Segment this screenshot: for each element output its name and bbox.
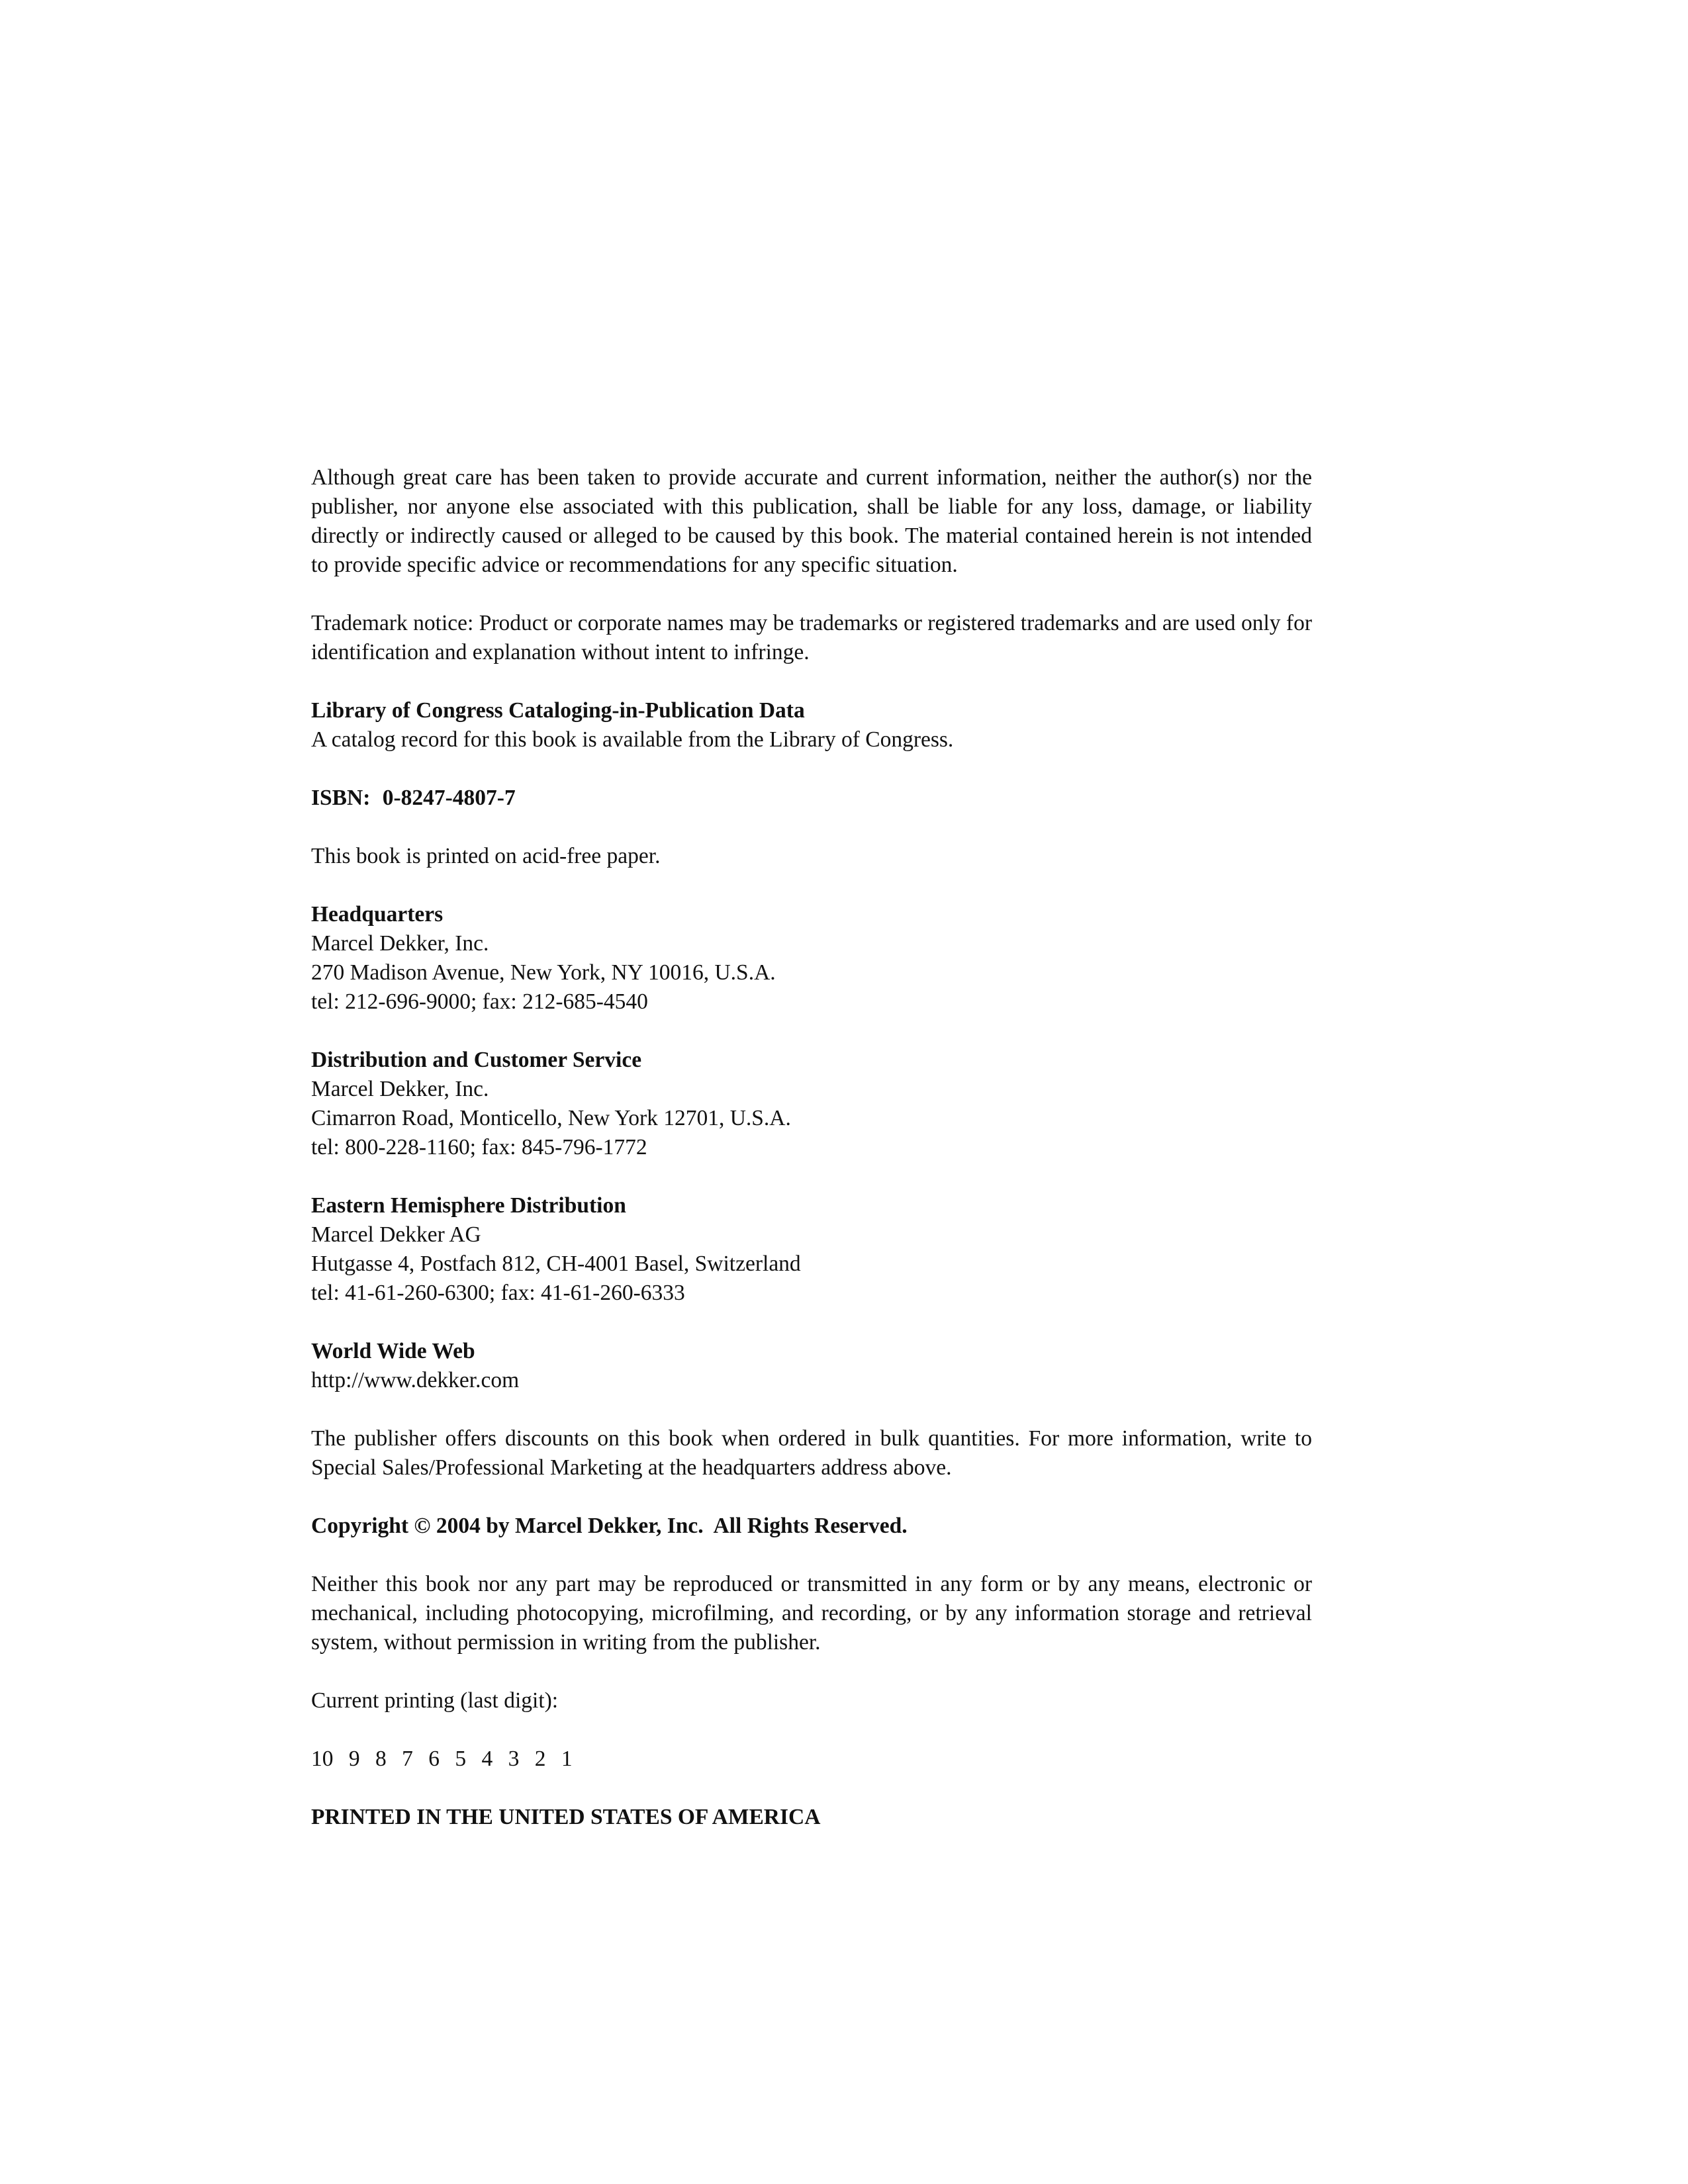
web-url: http://www.dekker.com [311,1368,520,1392]
isbn-line [311,784,1312,813]
printing-digit: 4 [481,1747,493,1771]
printing-digit: 1 [561,1747,573,1771]
cip-section [311,696,1312,754]
reproduction-notice: Neither this book nor any part may be reproduced or transmitted in any form or by any means, electronic or mechanical, including photocopying, microfilming, and recording, or by any information storage and retrieval system, without permission in writing from the publisher. [311,1572,1312,1655]
trademark-notice: Trademark notice: Product or corporate names may be trademarks or registered trademarks and are used only for identification and explanation without intent to infringe. [311,611,1312,664]
web-section [311,1337,1312,1395]
distribution-company: Marcel Dekker, Inc. [311,1077,489,1101]
printing-digit: 3 [508,1747,520,1771]
eastern-hemisphere-section [311,1191,1312,1308]
printing-digit: 5 [455,1747,467,1771]
paper-note: This book is printed on acid-free paper. [311,844,661,868]
eastern-address: Hutgasse 4, Postfach 812, CH-4001 Basel, Switzerland [311,1251,801,1276]
headquarters-contact: tel: 212-696-9000; fax: 212-685-4540 [311,989,648,1014]
copyright-line: Copyright © 2004 by Marcel Dekker, Inc. All Rights Reserved. [311,1514,908,1538]
isbn-value: 0-8247-4807-7 [382,786,516,810]
printing-label: Current printing (last digit): [311,1688,559,1713]
printing-digit: 2 [534,1747,546,1771]
printing-digits [311,1745,1312,1774]
isbn-label: ISBN: [311,786,371,810]
cip-heading: Library of Congress Cataloging-in-Publication Data [311,698,805,723]
distribution-section [311,1046,1312,1162]
printing-digit: 7 [402,1747,413,1771]
printing-digit: 9 [348,1747,360,1771]
cip-text: A catalog record for this book is available from the Library of Congress. [311,727,954,752]
distribution-address: Cimarron Road, Monticello, New York 12701, U.S.A. [311,1106,791,1130]
eastern-company: Marcel Dekker AG [311,1222,481,1247]
headquarters-heading: Headquarters [311,902,444,927]
eastern-heading: Eastern Hemisphere Distribution [311,1193,626,1218]
distribution-contact: tel: 800-228-1160; fax: 845-796-1772 [311,1135,647,1160]
web-heading: World Wide Web [311,1339,475,1363]
copyright-page [311,463,1312,1861]
printed-in-line: PRINTED IN THE UNITED STATES OF AMERICA [311,1805,821,1829]
printing-digit: 8 [375,1747,387,1771]
eastern-contact: tel: 41-61-260-6300; fax: 41-61-260-6333 [311,1281,685,1305]
headquarters-section [311,900,1312,1017]
disclaimer-paragraph: Although great care has been taken to provide accurate and current information, neither the author(s) nor the publisher, nor anyone else associated with this publication, shall be liable for any loss, damage, or liability directly or indirectly caused or alleged to be caused by this book. The material contained herein is not intended to provide specific advice or recommendations for any specific situation. [311,465,1312,577]
discounts-paragraph: The publisher offers discounts on this book when ordered in bulk quantities. For more information, write to Special Sales/Professional Marketing at the headquarters address above. [311,1426,1312,1480]
printing-digit: 6 [428,1747,440,1771]
printing-digit: 10 [311,1747,334,1771]
headquarters-company: Marcel Dekker, Inc. [311,931,489,956]
headquarters-address: 270 Madison Avenue, New York, NY 10016, U.S.A. [311,960,776,985]
distribution-heading: Distribution and Customer Service [311,1048,642,1072]
